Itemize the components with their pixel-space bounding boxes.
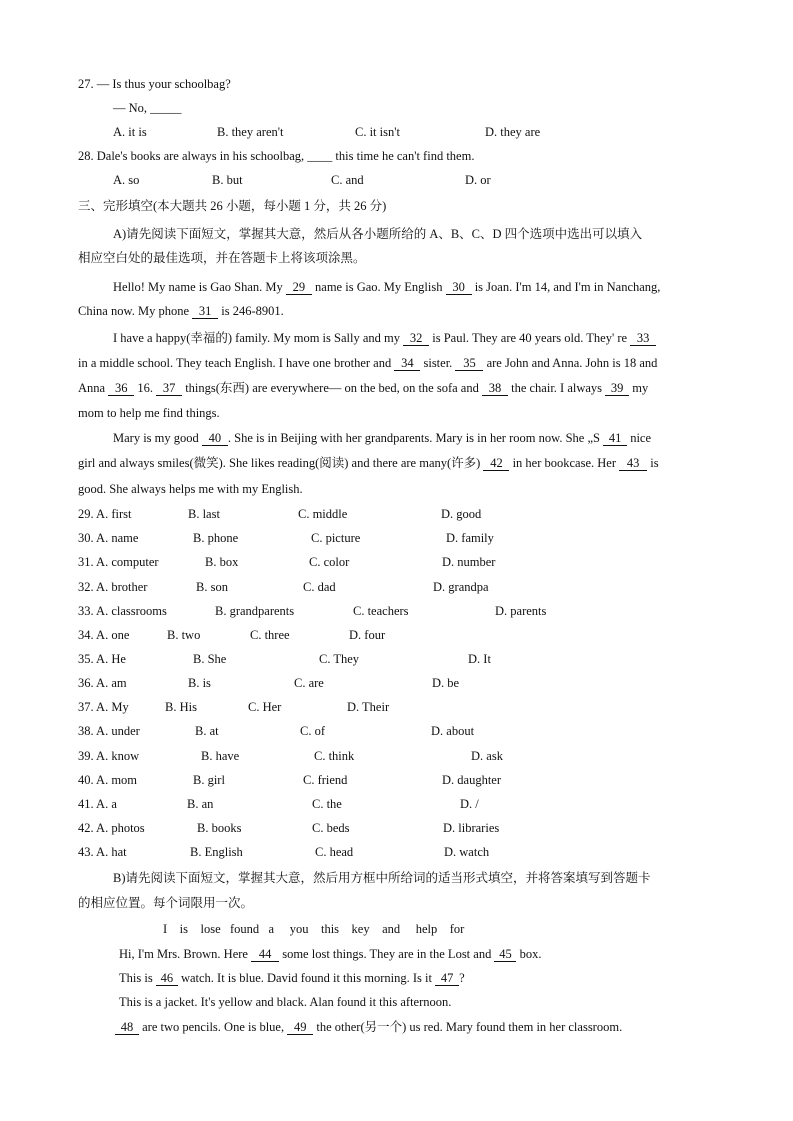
q38-option-b: B. at (195, 724, 219, 739)
part-b-instruction-cont: 的相应位置。每个词限用一次。 (78, 896, 254, 910)
passage-line: good. She always helps me with my English. (78, 482, 303, 496)
q31-option-d: D. number (442, 555, 496, 570)
q42-option-d: D. libraries (443, 821, 500, 835)
q36-option-b: B. is (188, 676, 211, 690)
q40-option-a: 40. A. mom (78, 772, 138, 787)
blank-45: 45 (494, 947, 516, 962)
q32-option-d: D. grandpa (433, 579, 489, 594)
q32-option-a: 32. A. brother (78, 579, 148, 594)
blank-48: 48 (115, 1020, 139, 1035)
q39-option-b: B. have (201, 748, 240, 763)
q43-option-c: C. head (315, 845, 354, 860)
q34-option-d: D. four (349, 627, 386, 642)
q30-option-c: C. picture (311, 531, 361, 546)
q36-option-c: C. are (294, 676, 324, 690)
blank-37: 37 (156, 381, 182, 396)
blank-34: 34 (394, 356, 420, 371)
q37-option-c: C. Her (248, 700, 282, 715)
q27-stem: 27. — Is thus your schoolbag? (78, 77, 231, 91)
q36-option-a: 36. A. am (78, 676, 127, 690)
q33-option-b: B. grandparents (215, 603, 295, 618)
passage-line: I have a happy(幸福的) family. My mom is Sally and my 32 is Paul. They are 40 years old. They' re 33 (113, 330, 656, 346)
q41-option-c: C. the (312, 796, 342, 811)
q31-option-c: C. color (309, 555, 350, 570)
q29-option-b: B. last (188, 507, 220, 521)
q37-option-b: B. His (165, 700, 197, 715)
passage-line: Hello! My name is Gao Shan. My 29 name is Gao. My English 30 is Joan. I'm 14, and I'm in Nanchang, (113, 280, 661, 294)
q28-option-c: C. and (331, 173, 364, 187)
passage-line: 48 are two pencils. One is blue, 49 the other(另一个) us red. Mary found them in her classroom. (115, 1019, 622, 1035)
q27-option-a: A. it is (113, 125, 147, 139)
q27-option-b: B. they aren't (217, 125, 284, 139)
q41-option-b: B. an (187, 796, 214, 811)
q42-option-a: 42. A. photos (78, 821, 145, 835)
part-a-instruction-cont: 相应空白处的最佳选项，并在答题卡上将该项涂黑。 (78, 251, 366, 265)
q32-option-c: C. dad (303, 579, 336, 594)
blank-35: 35 (455, 356, 483, 371)
q30-option-d: D. family (446, 531, 494, 546)
word-box: I is lose found a you this key and help for (163, 922, 465, 936)
q29-option-c: C. middle (298, 507, 348, 521)
q28-option-d: D. or (465, 173, 491, 187)
q35-option-d: D. It (468, 651, 491, 666)
blank-49: 49 (287, 1020, 313, 1035)
blank-33: 33 (630, 331, 656, 346)
q33-option-c: C. teachers (353, 603, 409, 618)
q39-option-c: C. think (314, 748, 355, 763)
blank-46: 46 (156, 971, 178, 986)
q32-option-b: B. son (196, 579, 228, 594)
q34-option-b: B. two (167, 627, 201, 642)
blank-40: 40 (202, 431, 228, 446)
q42-option-c: C. beds (312, 821, 350, 835)
q39-option-a: 39. A. know (78, 748, 140, 763)
q35-option-a: 35. A. He (78, 651, 126, 666)
passage-line: mom to help me find things. (78, 406, 220, 420)
passage-line: China now. My phone 31 is 246-8901. (78, 304, 284, 318)
blank-47: 47 (435, 971, 459, 986)
q28-option-b: B. but (212, 173, 243, 187)
q27-reply: — No, _____ (113, 101, 182, 115)
q30-option-a: 30. A. name (78, 531, 139, 546)
q30-option-b: B. phone (193, 531, 239, 546)
part-b-instruction: B)请先阅读下面短文，掌握其大意，然后用方框中所给词的适当形式填空，并将答案填写到答题卡 (113, 871, 651, 885)
blank-30: 30 (446, 280, 472, 295)
blank-43: 43 (619, 456, 647, 471)
q41-option-a: 41. A. a (78, 796, 117, 811)
part-a-instruction: A)请先阅读下面短文，掌握其大意，然后从各小题所给的 A、B、C、D 四个选项中选出可以填入 (113, 227, 643, 241)
q40-option-c: C. friend (303, 772, 348, 787)
passage-line: girl and always smiles(微笑). She likes reading(阅读) and there are many(许多) 42 in her bookcase. Her 43 is (78, 456, 659, 470)
blank-38: 38 (482, 381, 508, 396)
blank-36: 36 (108, 381, 134, 396)
q37-option-d: D. Their (347, 700, 390, 715)
q34-option-c: C. three (250, 627, 290, 642)
q40-option-b: B. girl (193, 772, 225, 787)
blank-29: 29 (286, 280, 312, 295)
q42-option-b: B. books (197, 821, 242, 835)
q31-option-b: B. box (205, 555, 239, 570)
q28-stem: 28. Dale's books are always in his schoolbag, ____ this time he can't find them. (78, 149, 475, 163)
q43-option-a: 43. A. hat (78, 845, 127, 860)
q38-option-c: C. of (300, 724, 325, 739)
q40-option-d: D. daughter (442, 772, 502, 787)
q43-option-d: D. watch (444, 845, 490, 860)
q37-option-a: 37. A. My (78, 700, 129, 715)
blank-42: 42 (483, 456, 509, 471)
q35-option-c: C. They (319, 651, 360, 666)
q27-option-d: D. they are (485, 125, 541, 139)
blank-44: 44 (251, 947, 279, 962)
passage-line: Hi, I'm Mrs. Brown. Here 44 some lost things. They are in the Lost and 45 box. (119, 947, 542, 961)
q34-option-a: 34. A. one (78, 627, 130, 642)
blank-41: 41 (603, 431, 627, 446)
q35-option-b: B. She (193, 651, 227, 666)
q41-option-d: D. / (460, 796, 479, 811)
blank-39: 39 (605, 381, 629, 396)
q38-option-a: 38. A. under (78, 724, 140, 739)
passage-line: Anna 36 16. 37 things(东西) are everywhere— on the bed, on the sofa and 38 the chair. I always 39 my (78, 381, 649, 395)
q43-option-b: B. English (190, 845, 243, 860)
q27-option-c: C. it isn't (355, 125, 400, 139)
passage-line: This is 46 watch. It is blue. David found it this morning. Is it 47 ? (119, 971, 465, 985)
q29-option-d: D. good (441, 507, 482, 521)
passage-line: Mary is my good 40 . She is in Beijing with her grandparents. Mary is in her room now. She „S 41 nice (113, 431, 652, 445)
passage-line: This is a jacket. It's yellow and black. Alan found it this afternoon. (119, 995, 452, 1009)
q36-option-d: D. be (432, 676, 460, 690)
q33-option-d: D. parents (495, 603, 547, 618)
q29-option-a: 29. A. first (78, 507, 132, 521)
q39-option-d: D. ask (471, 748, 503, 763)
q33-option-a: 33. A. classrooms (78, 603, 167, 618)
passage-line: in a middle school. They teach English. I have one brother and 34 sister. 35 are John and Anna. John is 18 and (78, 356, 658, 370)
q28-option-a: A. so (113, 173, 140, 187)
blank-31: 31 (192, 304, 218, 319)
q38-option-d: D. about (431, 724, 475, 739)
section-title: 三、完形填空(本大题共 26 小题，每小题 1 分，共 26 分) (78, 199, 387, 213)
blank-32: 32 (403, 331, 429, 346)
q31-option-a: 31. A. computer (78, 555, 159, 570)
